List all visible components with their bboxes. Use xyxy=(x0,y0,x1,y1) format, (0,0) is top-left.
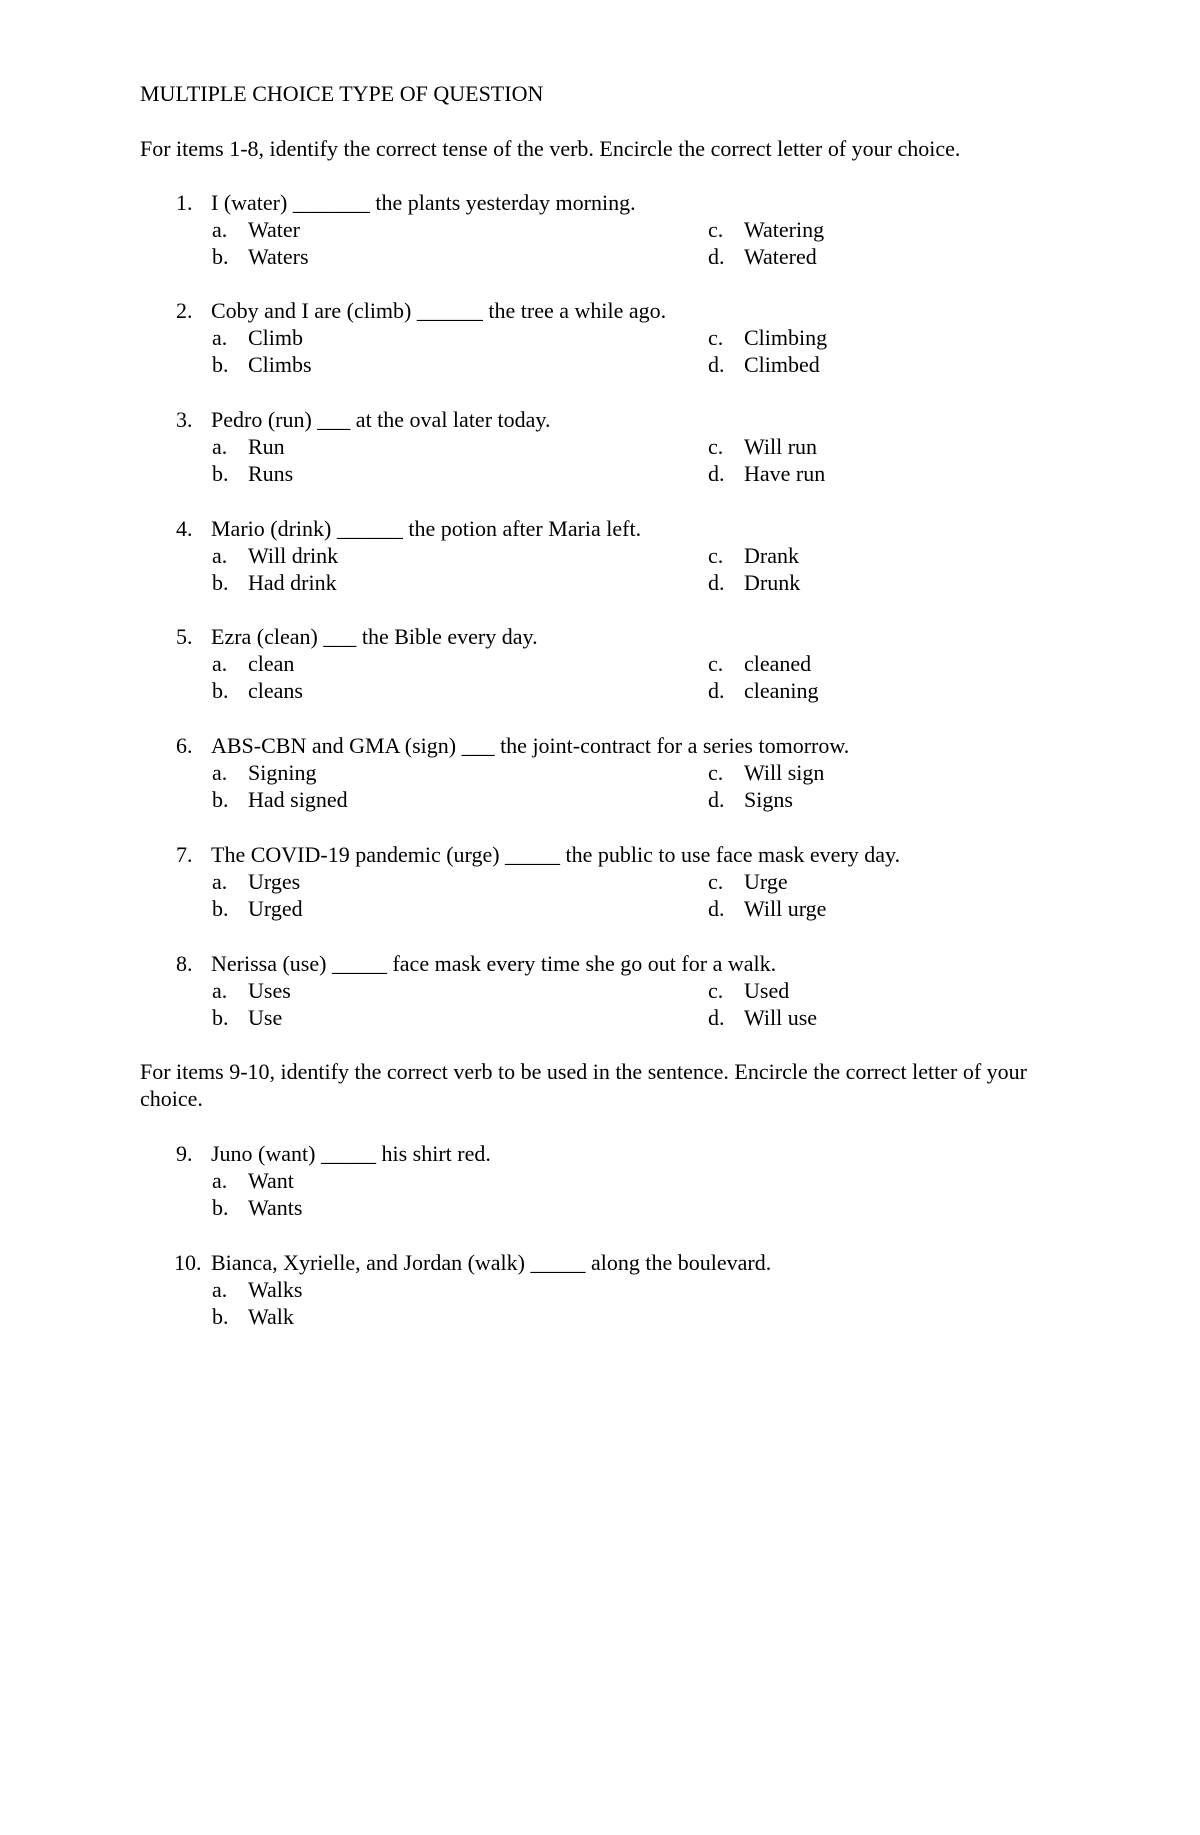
question-text: Bianca, Xyrielle, and Jordan (walk) _____ along the boulevard. xyxy=(211,1250,772,1275)
question-text: I (water) _______ the plants yesterday morning. xyxy=(211,190,636,215)
instruction-items-1-8: For items 1-8, identify the correct tense of the verb. Encircle the correct letter of your choice. xyxy=(140,136,961,161)
question-number: 6. xyxy=(176,733,193,758)
question-7: 7. The COVID-19 pandemic (urge) _____ the public to use face mask every day. a. Urges c. Urge b. Urged d. Will urge xyxy=(176,842,901,921)
question-number: 10. xyxy=(174,1250,202,1275)
question-number: 7. xyxy=(176,842,193,867)
question-1: 1. I (water) _______ the plants yesterday morning. a. Water c. Watering b. Waters d. Watered xyxy=(176,190,825,269)
question-8: 8. Nerissa (use) _____ face mask every time she go out for a walk. a. Uses c. Used b. Use d. Will use xyxy=(176,951,818,1030)
question-10: 10. Bianca, Xyrielle, and Jordan (walk) _____ along the boulevard. a. Walks b. Walk xyxy=(174,1250,772,1329)
question-text: Mario (drink) ______ the potion after Maria left. xyxy=(211,516,642,541)
instruction-items-9-10: For items 9-10, identify the correct verb to be used in the sentence. Encircle the correct letter of your choice. xyxy=(140,1059,1027,1111)
question-text: Pedro (run) ___ at the oval later today. xyxy=(211,407,551,432)
question-6: 6. ABS-CBN and GMA (sign) ___ the joint-contract for a series tomorrow. a. Signing c. Will sign b. Had signed d. Signs xyxy=(176,733,850,812)
question-text: Juno (want) _____ his shirt red. xyxy=(211,1141,491,1166)
question-3: 3. Pedro (run) ___ at the oval later today. a. Run c. Will run b. Runs d. Have run xyxy=(176,407,826,486)
question-9: 9. Juno (want) _____ his shirt red. a. Want b. Wants xyxy=(176,1141,491,1220)
question-2: 2. Coby and I are (climb) ______ the tree a while ago. a. Climb c. Climbing b. Climbs d. Climbed xyxy=(176,298,828,377)
question-number: 3. xyxy=(176,407,193,432)
question-text: Nerissa (use) _____ face mask every time she go out for a walk. xyxy=(211,951,777,976)
question-number: 9. xyxy=(176,1141,193,1166)
question-4: 4. Mario (drink) ______ the potion after Maria left. a. Will drink c. Drank b. Had drink d. Drunk xyxy=(176,516,801,595)
question-number: 4. xyxy=(176,516,193,541)
question-text: Coby and I are (climb) ______ the tree a while ago. xyxy=(211,298,667,323)
question-text: Ezra (clean) ___ the Bible every day. xyxy=(211,624,538,649)
question-number: 2. xyxy=(176,298,193,323)
question-5: 5. Ezra (clean) ___ the Bible every day. a. clean c. cleaned b. cleans d. cleaning xyxy=(176,624,819,703)
question-number: 8. xyxy=(176,951,193,976)
question-text: The COVID-19 pandemic (urge) _____ the public to use face mask every day. xyxy=(211,842,901,867)
question-number: 5. xyxy=(176,624,193,649)
question-number: 1. xyxy=(176,190,193,215)
page-title: MULTIPLE CHOICE TYPE OF QUESTION xyxy=(140,81,544,106)
question-text: ABS-CBN and GMA (sign) ___ the joint-contract for a series tomorrow. xyxy=(211,733,850,758)
